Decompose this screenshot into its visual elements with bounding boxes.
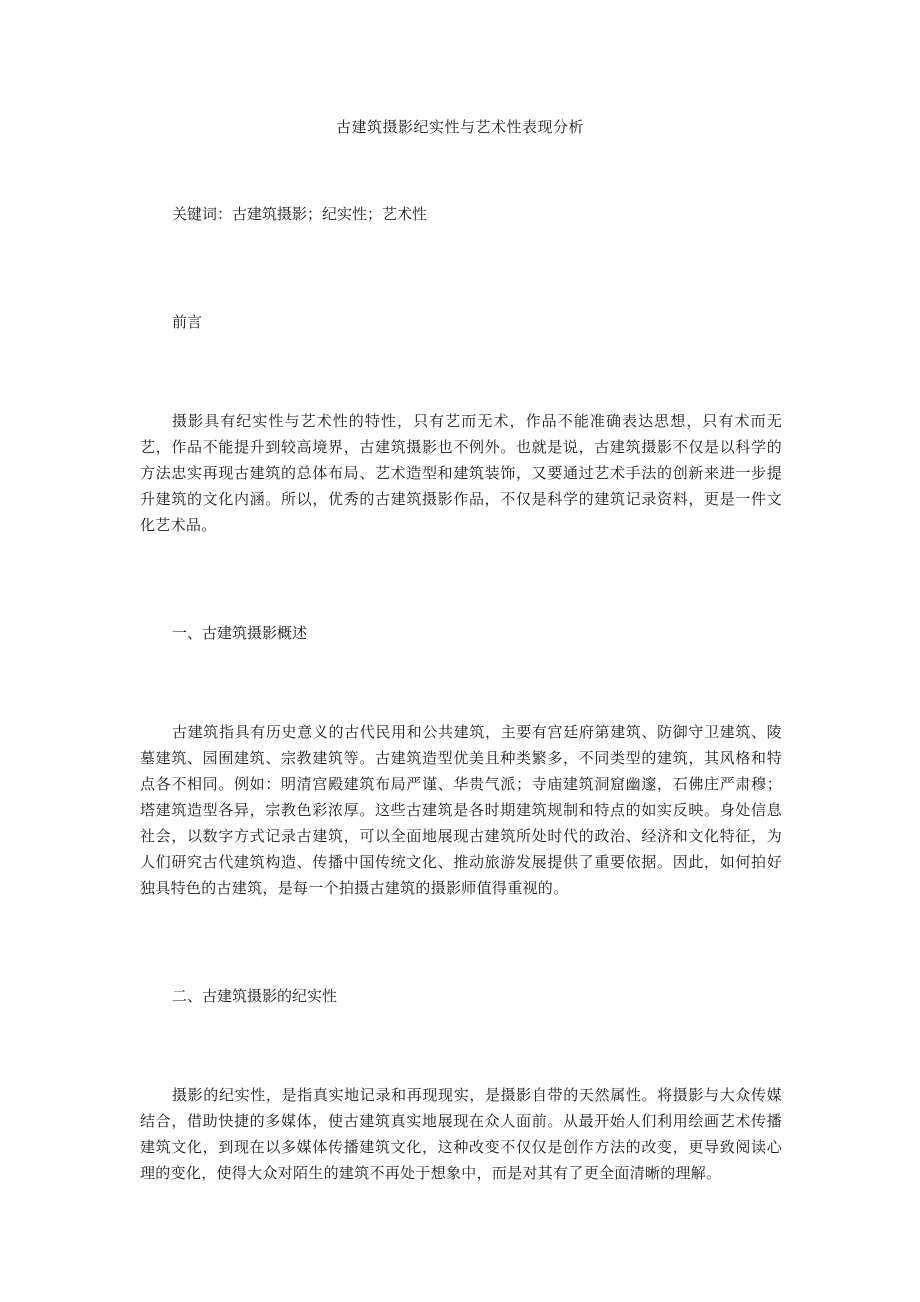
section-2-heading: 二、古建筑摄影的纪实性 — [172, 987, 338, 1005]
document-title: 古建筑摄影纪实性与艺术性表现分析 — [335, 118, 584, 136]
keywords-line: 关键词：古建筑摄影；纪实性；艺术性 — [172, 205, 428, 223]
section-1-paragraph: 古建筑指具有历史意义的古代民用和公共建筑，主要有宫廷府第建筑、防御守卫建筑、陵墓建筑、园囿建筑、宗教建筑等。古建筑造型优美且种类繁多，不同类型的建筑，其风格和特点各不相同。例如：明清宫殿建筑布局严谨、华贵气派；寺庙建筑洞窟幽邃，石佛庄严肃穆；塔建筑造型各异，宗教色彩浓厚。这些古建筑是各时期建筑规制和特点的如实反映。身处信息社会，以数字方式记录古建筑，可以全面地展现古建筑所处时代的政治、经济和文化特征，为人们研究古代建筑构造、传播中国传统文化、推动旅游发展提供了重要依据。因此，如何拍好独具特色的古建筑，是每一个拍摄古建筑的摄影师值得重视的。 — [140, 723, 782, 897]
section-2-paragraph: 摄影的纪实性，是指真实地记录和再现现实，是摄影自带的天然属性。将摄影与大众传媒结合，借助快捷的多媒体，使古建筑真实地展现在众人面前。从最开始人们利用绘画艺术传播建筑文化，到现在以多媒体传播建筑文化，这种改变不仅仅是创作方法的改变，更导致阅读心理的变化，使得大众对陌生的建筑不再处于想象中，而是对其有了更全面清晰的理解。 — [140, 1086, 782, 1182]
section-1-heading: 一、古建筑摄影概述 — [172, 624, 308, 642]
preface-heading: 前言 — [172, 313, 203, 331]
preface-paragraph: 摄影具有纪实性与艺术性的特性，只有艺而无术，作品不能准确表达思想，只有术而无艺，作品不能提升到较高境界，古建筑摄影也不例外。也就是说，古建筑摄影不仅是以科学的方法忠实再现古建筑的总体布局、艺术造型和建筑装饰，又要通过艺术手法的创新来进一步提升建筑的文化内涵。所以，优秀的古建筑摄影作品，不仅是科学的建筑记录资料，更是一件文化艺术品。 — [140, 412, 782, 534]
